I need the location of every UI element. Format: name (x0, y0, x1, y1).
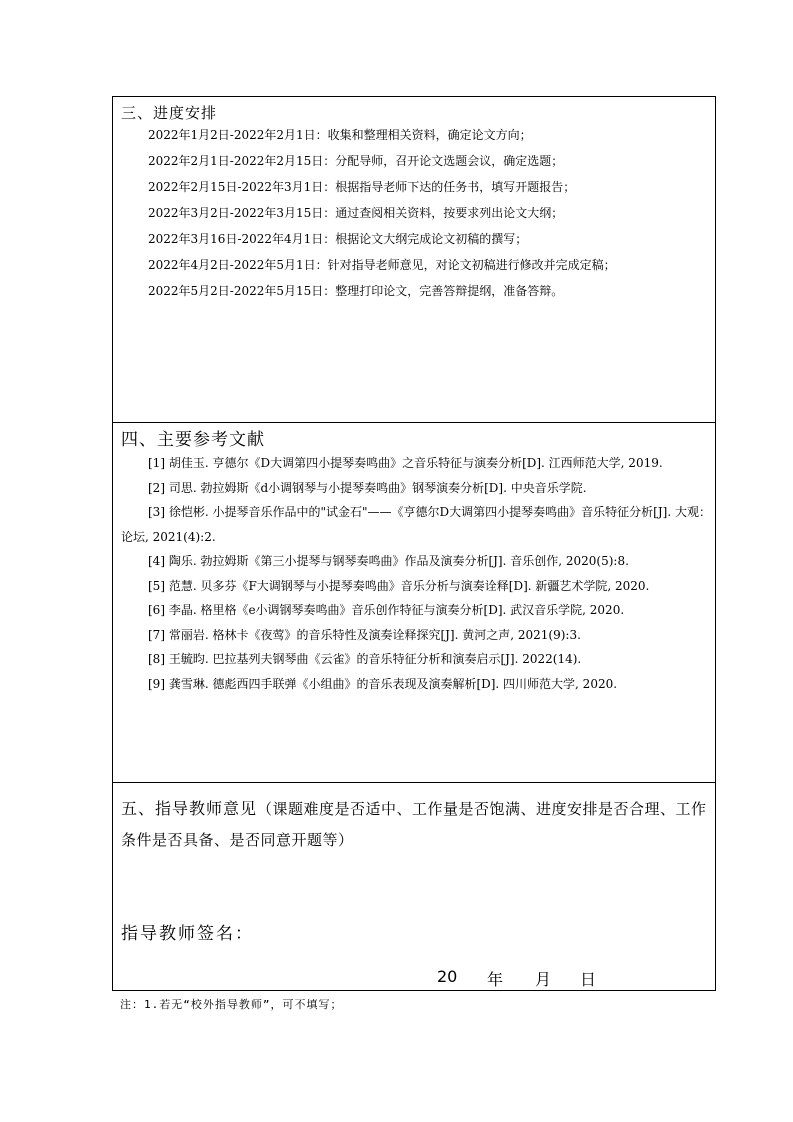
date-month-label: 月 (535, 970, 552, 989)
advisor-heading: 五、指导教师意见 (121, 799, 258, 818)
advisor-opinion-section (113, 783, 715, 991)
footnote: 注：1.若无“校外指导教师”，可不填写； (120, 998, 343, 1011)
date-year-prefix: 20 (437, 967, 458, 986)
advisor-heading-block (121, 793, 711, 856)
reference-item: [1] 胡佳玉. 亨德尔《D大调第四小提琴奏鸣曲》之音乐特征与演奏分析[D]. 江西师范大学, 2019. (148, 456, 663, 470)
reference-item: [6] 李晶. 格里格《e小调钢琴奏鸣曲》音乐创作特征与演奏分析[D]. 武汉音乐学院, 2020. (148, 603, 625, 617)
schedule-list (148, 125, 616, 307)
reference-item: [3] 徐恺彬. 小提琴音乐作品中的"试金石"——《亨德尔D大调第四小提琴奏鸣曲》音乐特征分析[J]. 大观：论坛, 2021(4):2. (121, 505, 711, 544)
schedule-item: 2022年3月2日-2022年3月15日：通过查阅相关资料，按要求列出论文大纲； (148, 206, 564, 220)
schedule-item: 2022年2月1日-2022年2月15日：分配导师，召开论文选题会议，确定选题； (148, 154, 564, 168)
reference-item: [9] 龚雪琳. 德彪西四手联弹《小组曲》的音乐表现及演奏解析[D]. 四川师范大学, 2020. (148, 676, 618, 691)
reference-item: [7] 常丽岩. 格林卡《夜莺》的音乐特性及演奏诠释探究[J]. 黄河之声, 2021(9):3. (148, 627, 581, 642)
references-heading: 四、主要参考文献 (121, 430, 265, 450)
date-day-label: 日 (580, 970, 597, 989)
references-list (121, 451, 711, 696)
reference-item: [5] 范慧. 贝多芬《F大调钢琴与小提琴奏鸣曲》音乐分析与演奏诠释[D]. 新疆艺术学院, 2020. (148, 578, 650, 593)
schedule-item: 2022年4月2日-2022年5月1日：针对指导老师意见，对论文初稿进行修改并完成定稿； (148, 258, 616, 272)
date-year-label: 年 (487, 970, 504, 989)
references-section (113, 423, 715, 783)
reference-item: [8] 王毓昀. 巴拉基列夫钢琴曲《云雀》的音乐特征分析和演奏启示[J]. 2022(14). (148, 652, 582, 666)
schedule-item: 2022年5月2日-2022年5月15日：整理打印论文，完善答辩提纲，准备答辩。 (148, 284, 564, 298)
advisor-hint: （课题难度是否适中、工作量是否饱满、进度安排是否合理、工作条件是否具备、是否同意开题等） (121, 800, 707, 849)
schedule-item: 2022年1月2日-2022年2月1日：收集和整理相关资料，确定论文方向； (148, 128, 532, 142)
schedule-item: 2022年2月15日-2022年3月1日：根据指导老师下达的任务书，填写开题报告； (148, 180, 576, 194)
signature-label: 指导教师签名： (121, 924, 254, 944)
reference-item: [2] 司思. 勃拉姆斯《d小调钢琴与小提琴奏鸣曲》钢琴演奏分析[D]. 中央音乐学院. (148, 480, 587, 495)
schedule-section (113, 97, 715, 423)
reference-item: [4] 陶乐. 勃拉姆斯《第三小提琴与钢琴奏鸣曲》作品及演奏分析[J]. 音乐创作, 2020(5):8. (148, 554, 629, 568)
schedule-heading: 三、进度安排 (121, 104, 218, 122)
schedule-item: 2022年3月16日-2022年4月1日：根据论文大纲完成论文初稿的撰写； (148, 232, 528, 246)
proposal-form-table (112, 96, 716, 991)
